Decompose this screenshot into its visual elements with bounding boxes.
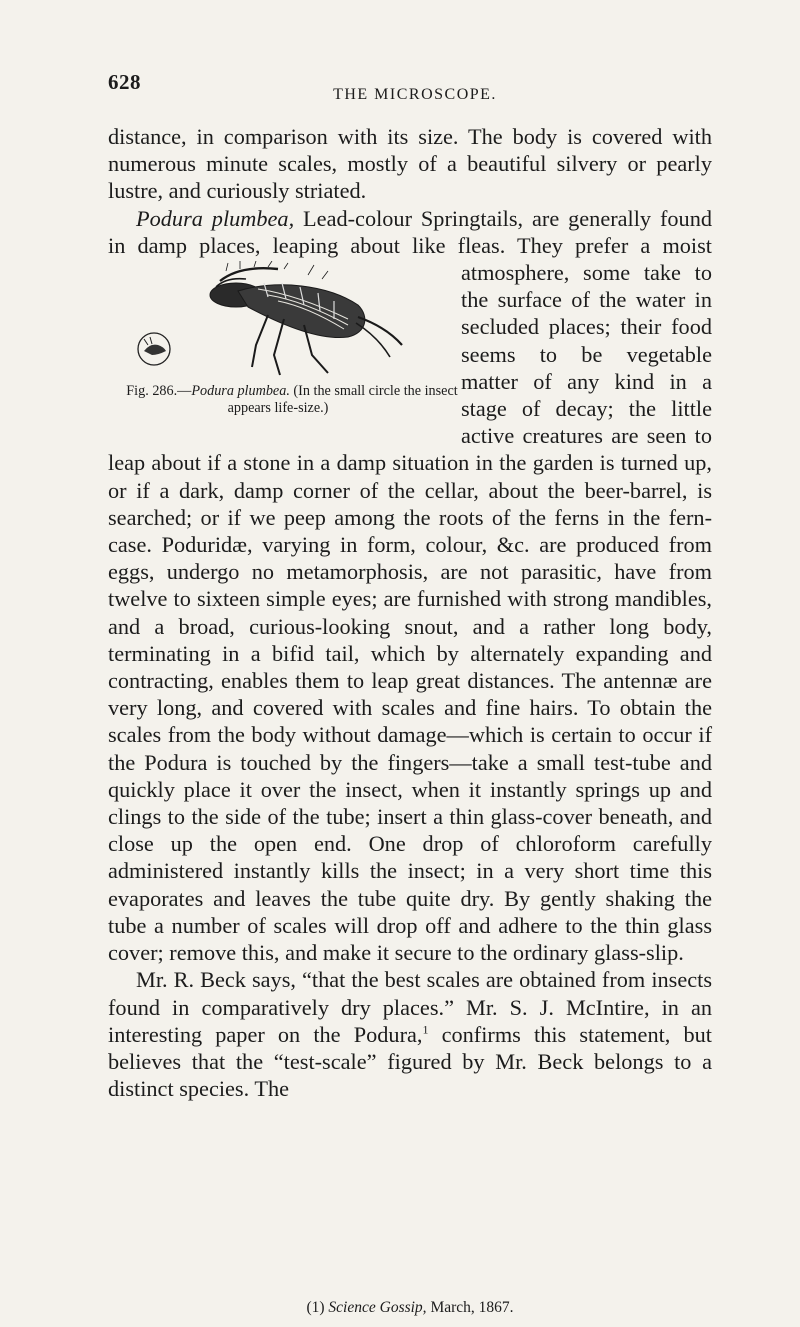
footnote-source: Science Gossip, [328, 1299, 427, 1316]
footnote-ref: 1 [422, 1022, 429, 1037]
species-name: Podura plumbea, [136, 205, 295, 231]
body-text [108, 123, 712, 1102]
running-head: THE MICROSCOPE. [333, 86, 497, 103]
springtail-enlarged [210, 261, 402, 375]
figure-caption [98, 383, 458, 417]
life-size-circle [138, 333, 170, 365]
paragraph-3-end: confirms this statement, but believes that the “test-scale” figured by Mr. Beck belongs to a distinct species. The [108, 1021, 712, 1102]
figure-caption-species: Podura plumbea. [191, 383, 290, 400]
figure-caption-note: (In the small circle the insect appears life-size.) [227, 383, 458, 417]
figure-caption-label: Fig. 286.— [126, 383, 192, 400]
footnote-date: March, 1867. [426, 1299, 514, 1316]
page-number: 628 [108, 70, 141, 94]
paragraph-3 [108, 966, 712, 1102]
paragraph-2 [108, 205, 712, 967]
footnote [108, 1299, 712, 1317]
figure-podura [108, 261, 458, 423]
paragraph-3-start: Mr. R. Beck says, “that the best scales are obtained from insects found in comparatively dry places.” Mr. S. J. McIntire, in an interesting paper on the Podura, [108, 967, 712, 1047]
paragraph-2-body: prefer a moist atmosphere, some take to the surface of the water in secluded places; their food seems to be vegetable matter of any kind in a stage of decay; the little active creatures are seen to leap about if a stone in a damp situation in the garden is turned up, or if a dark, damp corner of the cellar, about the beer-barrel, is searched; or if we peep among the roots of the ferns in the fern-case. Poduridæ, varying in form, colour, &c. are produced from eggs, undergo no metamorphosis, are not parasitic, have from twelve to sixteen simple eyes; are furnished with strong mandibles, and a broad, curious-looking snout, and a rather long body, terminating in a bifid tail, which by alternately expanding and contracting, enables them to leap great distances. The antennæ are very long, and covered with scales and fine hairs. To obtain the scales from the body without damage—which is certain to occur if the Podura is touched by the fingers—take a small test-tube and quickly place it over the insect, when it instantly springs up and clings to the side of the tube; insert a thin glass-cover beneath, and close up the open end. One drop of chloroform carefully administered instantly kills the insect; in a very short time this evaporates and leaves the tube quite dry. By gently shaking the tube a number of scales will drop off and adhere to the thin glass cover; remove this, and make it secure to the ordinary glass-slip. [108, 232, 712, 966]
paragraph-1: distance, in comparison with its size. The body is covered with numerous minute scales, mostly of a beautiful silvery or pearly lustre, and curiously striated. [108, 124, 712, 204]
paragraph-2-intro: Lead-colour Springtails, are generally found in damp places, leaping about like fleas. They [108, 205, 712, 258]
podura-illustration [108, 261, 453, 383]
footnote-marker: (1) [306, 1299, 329, 1316]
